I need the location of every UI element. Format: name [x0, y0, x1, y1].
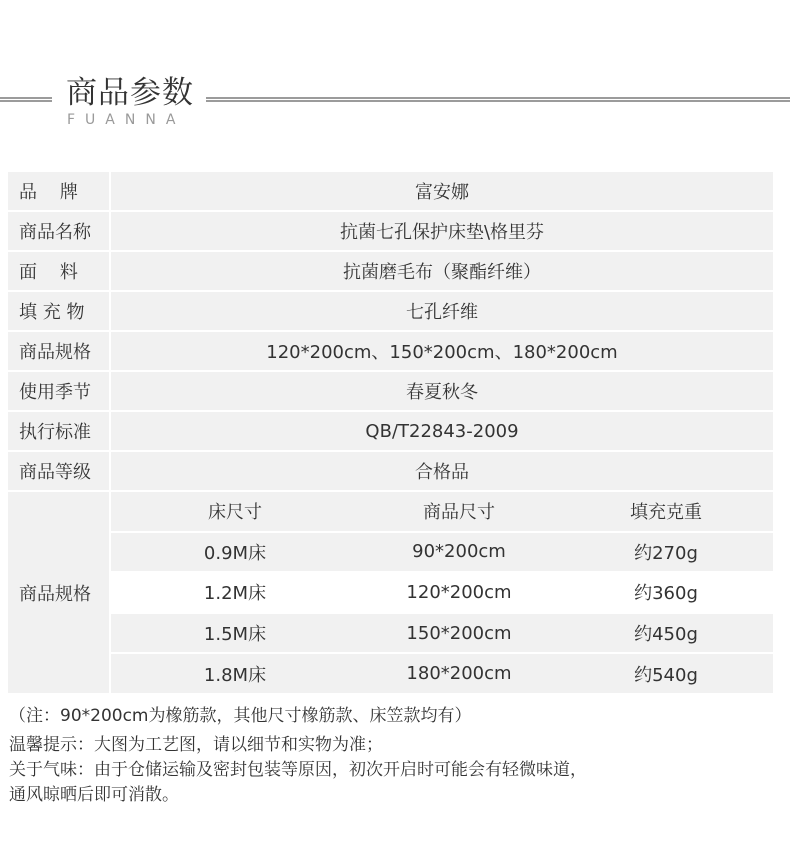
section-title: 商品参数 [66, 75, 194, 111]
param-value: 合格品 [111, 452, 773, 490]
size-cell-weight: 约540g [634, 664, 698, 686]
param-value: 抗菌七孔保护床垫\格里芬 [111, 212, 773, 250]
param-row-grade [8, 452, 773, 490]
param-label: 商品名称 [8, 212, 109, 250]
header-rule-right [206, 97, 790, 102]
size-cell-weight: 约270g [634, 542, 698, 564]
param-value: 富安娜 [111, 172, 773, 210]
size-table [111, 492, 773, 693]
section-subtitle: FUANNA [67, 112, 186, 128]
param-value: 春夏秋冬 [111, 372, 773, 410]
size-cell-weight: 约360g [634, 583, 698, 605]
param-label: 商品规格 [8, 332, 109, 370]
param-label: 面 料 [8, 252, 109, 290]
param-value: 抗菌磨毛布（聚酯纤维） [111, 252, 773, 290]
param-row-filling [8, 292, 773, 330]
note-size: （注：90*200cm为橡筋款，其他尺寸橡筋款、床笠款均有） [9, 706, 472, 726]
param-row-standard [8, 412, 773, 450]
param-value: QB/T22843-2009 [111, 412, 773, 450]
note-tip: 温馨提示：大图为工艺图，请以细节和实物为准； [9, 735, 383, 755]
size-cell-bed: 0.9M床 [203, 542, 267, 564]
param-label: 填 充 物 [8, 292, 109, 330]
size-cell-product: 90*200cm [412, 541, 506, 563]
size-block [8, 492, 773, 693]
param-label: 品 牌 [8, 172, 109, 210]
size-cell-product: 180*200cm [406, 663, 512, 685]
param-row-fabric [8, 252, 773, 290]
size-table-header [111, 492, 773, 531]
param-value: 120*200cm、150*200cm、180*200cm [111, 332, 773, 370]
table-row [111, 573, 773, 612]
param-row-name [8, 212, 773, 250]
params-table [8, 172, 773, 693]
param-row-season [8, 372, 773, 410]
note-odor-cont: 通风晾晒后即可消散。 [9, 785, 179, 805]
param-label: 商品等级 [8, 452, 109, 490]
notes-section [9, 704, 779, 808]
table-row [111, 533, 773, 572]
size-header-bed: 床尺寸 [208, 502, 262, 524]
note-odor: 关于气味：由于仓储运输及密封包装等原因，初次开启时可能会有轻微味道， [9, 760, 587, 780]
param-label: 使用季节 [8, 372, 109, 410]
param-value: 七孔纤维 [111, 292, 773, 330]
param-row-spec [8, 332, 773, 370]
size-table-label: 商品规格 [8, 492, 109, 693]
section-header [0, 0, 790, 140]
size-cell-bed: 1.8M床 [203, 664, 267, 686]
size-header-product: 商品尺寸 [423, 502, 495, 524]
size-cell-weight: 约450g [634, 624, 698, 646]
size-header-weight: 填充克重 [630, 502, 702, 524]
param-label: 执行标准 [8, 412, 109, 450]
table-row [111, 654, 773, 693]
size-cell-bed: 1.2M床 [203, 583, 267, 605]
size-cell-product: 150*200cm [406, 622, 512, 644]
header-rule-left [0, 97, 52, 102]
param-row-brand [8, 172, 773, 210]
table-row [111, 614, 773, 653]
size-cell-product: 120*200cm [406, 581, 512, 603]
size-cell-bed: 1.5M床 [203, 624, 267, 646]
